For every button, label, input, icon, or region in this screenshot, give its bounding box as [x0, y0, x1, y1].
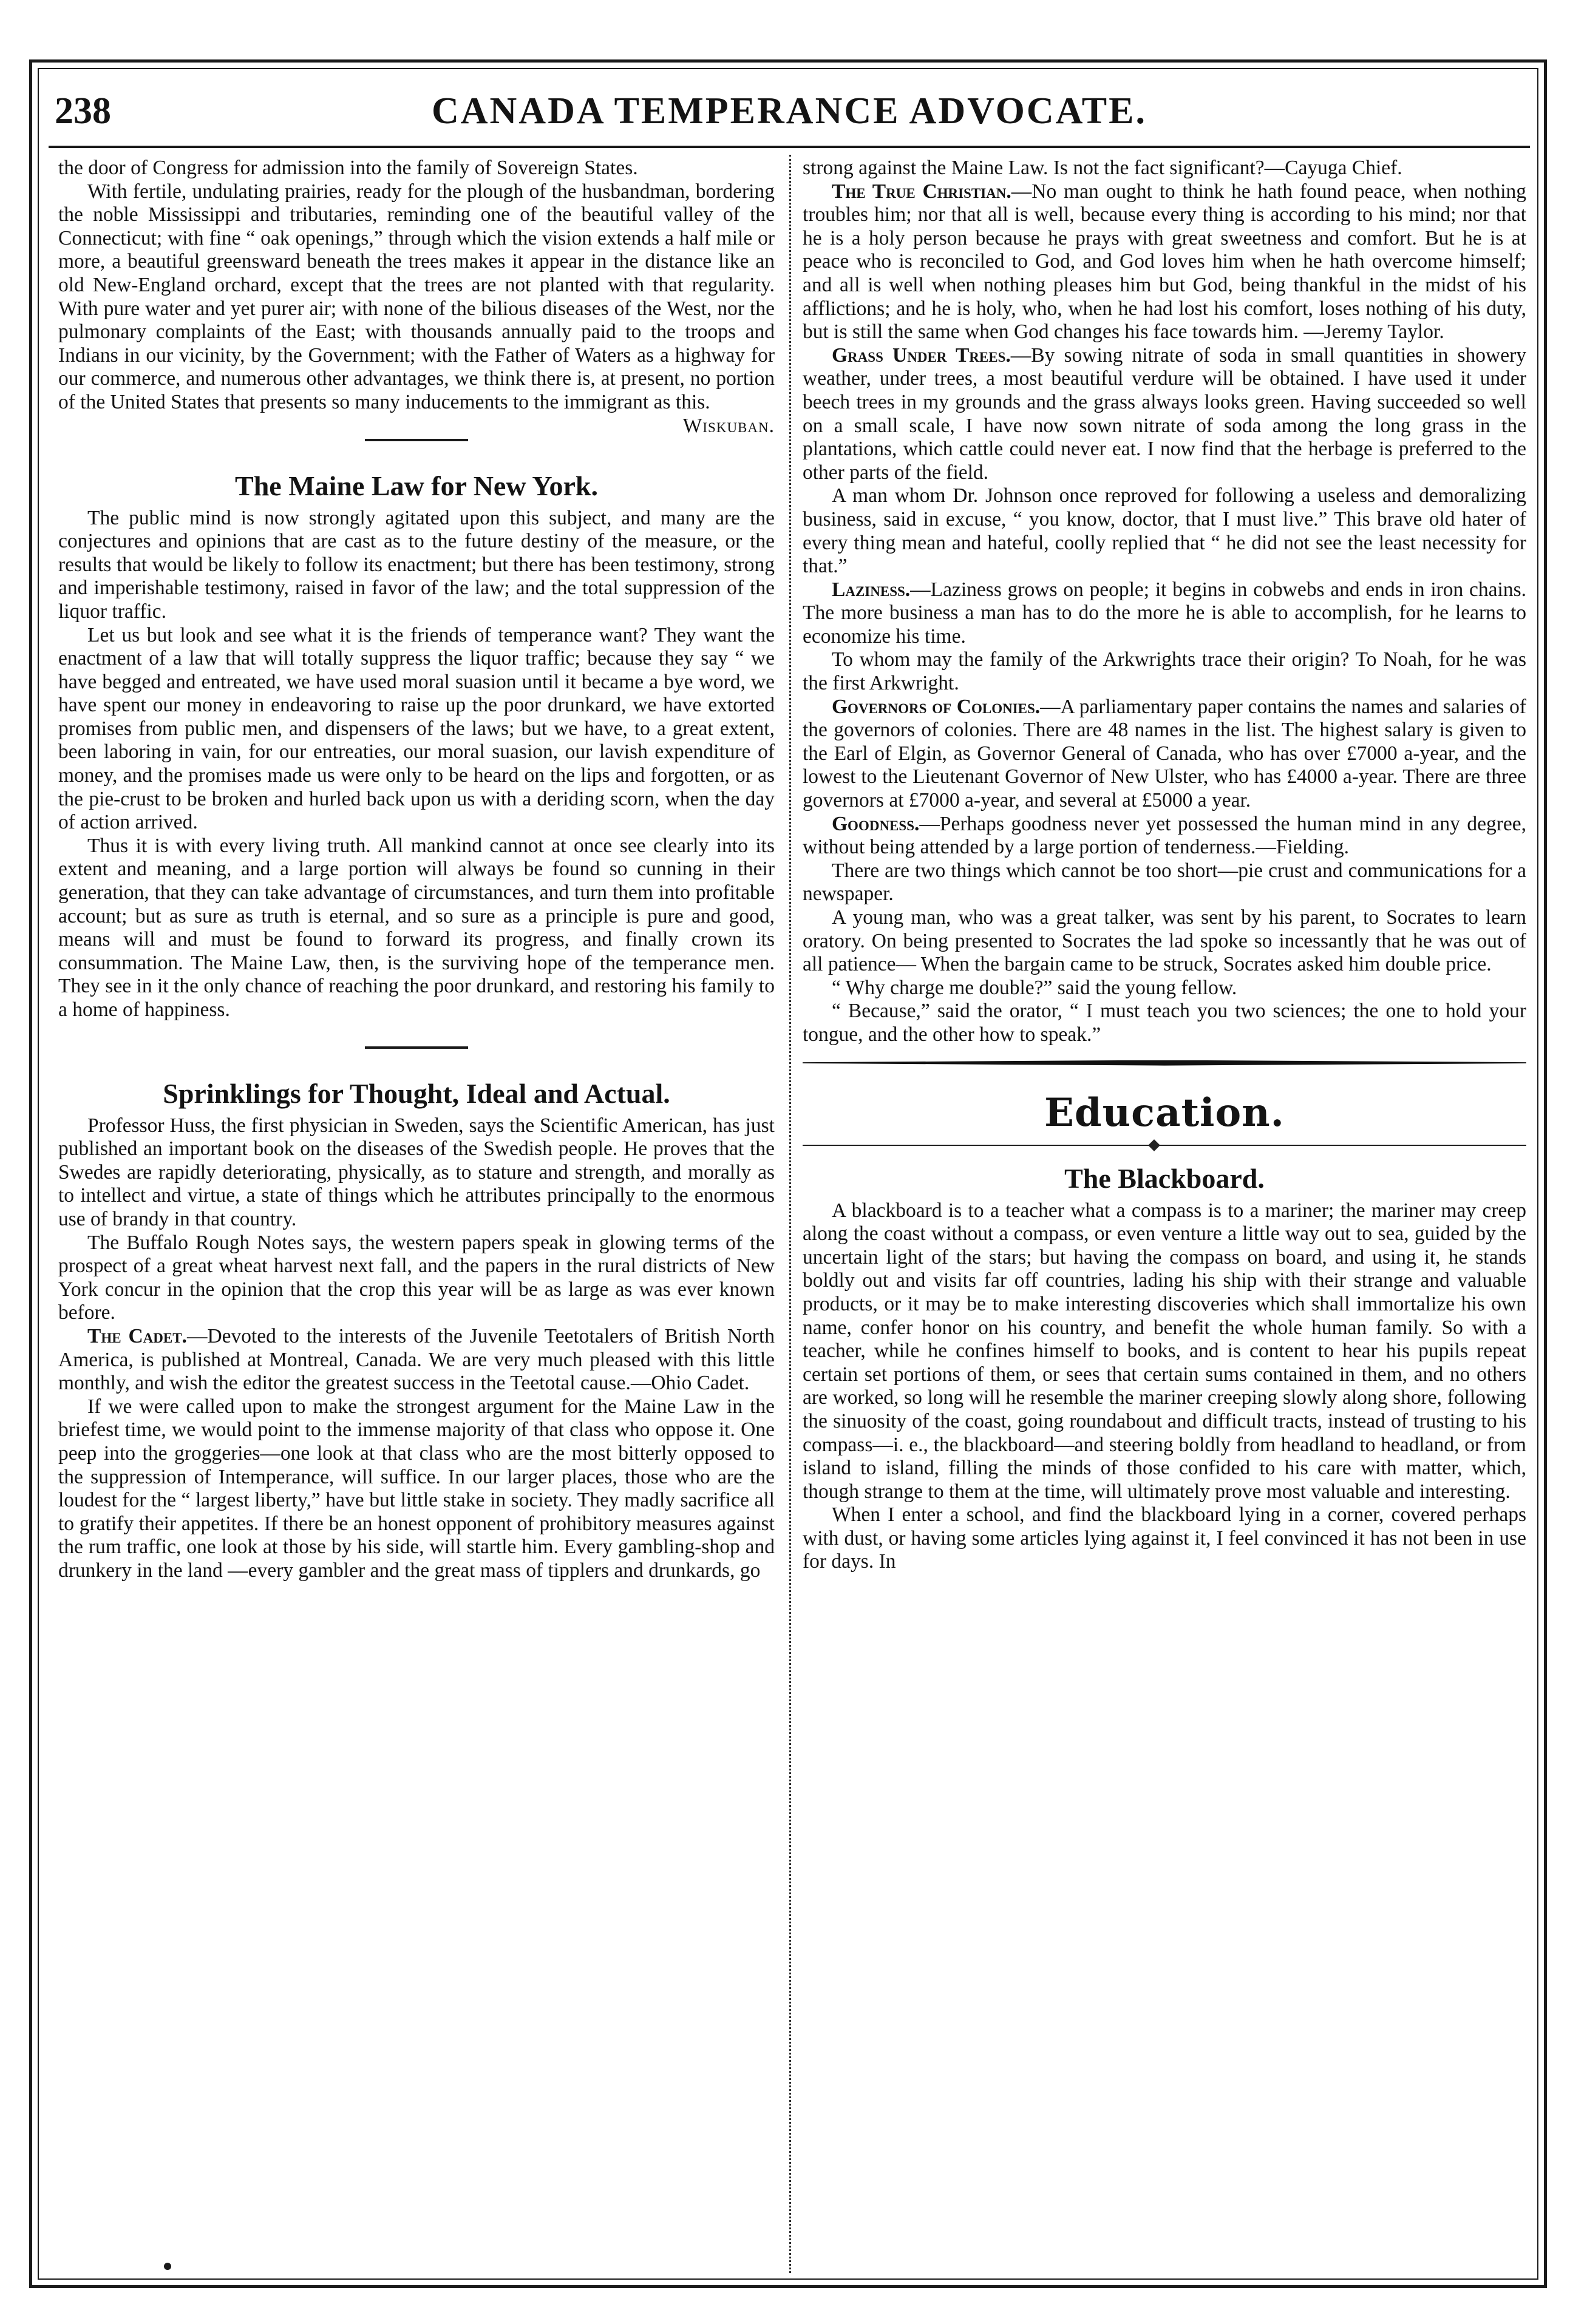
paragraph-text: —No man ought to think he hath found peace, when nothing troubles him; nor that all is well, because every thing is according to his mind; nor that he is a holy person because he prays with great sweetness and comfort. But he is at peace who is reconciled to God, and God loves him when he hath overcome himself; and all is well when nothing pleases him but God, being thankful in the midst of his afflictions; and he is holy, who, when he had lost his comfort, loses nothing of his duty, but is still the same when God changes his face towards him. —Jeremy Taylor. — [803, 180, 1526, 344]
article-paragraph — [803, 578, 1526, 649]
paragraph-lead: The True Christian. — [832, 180, 1011, 203]
article-continuation: strong against the Maine Law. Is not the fact significant?—Cayuga Chief. — [803, 157, 1402, 179]
running-title: CANADA TEMPERANCE ADVOCATE. — [431, 90, 1147, 132]
article-heading-maine-law: The Maine Law for New York. — [235, 470, 598, 501]
paragraph-text: —Devoted to the interests of the Juvenile Teetotalers of British North America, is published at Montreal, Canada. We are very much pleased with this little monthly, and wish the editor the greatest success in the Teetotal cause.—Ohio Cadet. — [58, 1324, 775, 1395]
article-paragraph: To whom may the family of the Arkwrights trace their origin? To Noah, for he was the first Arkwright. — [803, 648, 1526, 695]
author-signature: Wiskuban. — [682, 414, 775, 437]
paragraph-text: —Laziness grows on people; it begins in cobwebs and ends in iron chains. The more business a man has to do the more he is able to accomplish, for he learns to economize his time. — [803, 578, 1526, 648]
column-divider — [789, 155, 791, 2273]
paragraph-lead: Grass Under Trees. — [832, 344, 1011, 367]
article-paragraph: The public mind is now strongly agitated upon this subject, and many are the conjectures and opinions that are cast as to the future destiny of the measure, or the results that would be likely to follow its enactment; but there has been testimony, strong and imperishable testimony, raised in favor of the law; and the total suppression of the liquor traffic. — [58, 506, 775, 623]
article-paragraph: The Buffalo Rough Notes says, the western papers speak in glowing terms of the prospect of a great wheat harvest next fall, and the papers in the rural districts of New York concur in the opinion that the crop this year will be as large as was ever known before. — [58, 1231, 775, 1324]
paragraph-text: —By sowing nitrate of soda in small quantities in showery weather, under trees, a most beautiful verdure will be obtained. I have used it under beech trees in my grounds and the grass always looks green. Having succeeded so well on a small scale, I have now sown nitrate of soda among the long grass in the plantations, which cattle could never eat. I now find that the herbage is preferred to the other parts of the field. — [803, 344, 1526, 484]
paragraph-lead: Goodness. — [832, 812, 920, 835]
article-paragraph: “ Because,” said the orator, “ I must teach you two sciences; the one to hold your tongue, and the other how to speak.” — [803, 1000, 1526, 1046]
article-paragraph: A young man, who was a great talker, was sent by his parent, to Socrates to learn oratory. On being presented to Socrates the lad spoke so incessantly that he was out of all patience— When the bargain came to be struck, Socrates asked him double price. — [803, 906, 1526, 976]
page-number: 238 — [55, 90, 111, 132]
ornamental-rule — [803, 1145, 1526, 1146]
article-paragraph: Thus it is with every living truth. All mankind cannot at once see clearly into its extent and meaning, and a large portion will always be found so cunning in their generation, that they can take advantage of circumstances, and turn them into profitable account; but as sure as truth is eternal, and so sure as a principle is pure and good, means will and must be found to forward its progress, and finally crown its consummation. The Maine Law, then, is the surviving hope of the temperance men. They see in it the only chance of reaching the poor drunkard, and restoring his family to a home of happiness. — [58, 834, 775, 1021]
article-paragraph — [803, 344, 1526, 485]
article-heading-sprinklings: Sprinklings for Thought, Ideal and Actual. — [163, 1077, 670, 1109]
article-paragraph: There are two things which cannot be too short—pie crust and communications for a newspaper. — [803, 859, 1526, 906]
article-paragraph: When I enter a school, and find the blackboard lying in a corner, covered perhaps with dust, or having some articles lying against it, I feel convinced it has not been in use for days. In — [803, 1503, 1526, 1573]
separator-rule — [365, 439, 468, 441]
paragraph-text: With fertile, undulating prairies, ready for the plough of the husbandman, bordering the noble Mississippi and tributaries, reminding one of the beautiful valley of the Connecticut; with fine “ oak openings,” through which the vision extends a half mile or more, a beautiful greensward beneath the trees makes it appear in the distance like an old New-England orchard, except that the trees are not planted with that regularity. With pure water and yet purer air; with none of the bilious diseases of the West, nor the pulmonary complaints of the East; with thousands annually paid to the troops and Indians in our vicinity, by the Government; with the Father of Waters as a highway for our commerce, and numerous other advantages, we think there is, at present, no portion of the United States that presents so many inducements to the immigrant as this. — [58, 180, 775, 413]
paragraph-lead: Laziness. — [832, 578, 911, 601]
header-rule — [49, 146, 1530, 148]
article-paragraph: A blackboard is to a teacher what a compass is to a mariner; the mariner may creep along the coast without a compass, or even venture a little way out to sea, guided by the uncertain light of the stars; but having the compass on board, and using it, he stands boldly out and visits far off countries, lading his ship with their strange and valuable products, or it may be to make interesting discoveries which shall immortalize his own name, confer honor on his country, and benefit the whole human family. So with a teacher, while he confines himself to books, and is content to hear his pupils repeat certain set portions of them, or sees that certain sums contained in them, and no others are worked, so long will he resemble the mariner creeping slowly along shore, following the sinuosity of the coast, going roundabout and difficult tracts, instead of trusting to his compass—i. e., the blackboard—and steering boldly from headland to headland, or from island to island, filling the minds of those confided to his care with matter, which, though strange to them at the time, will ultimately prove most valuable and interesting. — [803, 1199, 1526, 1503]
ornament-dot — [164, 2263, 171, 2270]
paragraph-text: —Perhaps goodness never yet possessed the human mind in any degree, without being attended by a large portion of tenderness.—Fielding. — [803, 812, 1526, 859]
article-paragraph: Let us but look and see what it is the friends of temperance want? They want the enactment of a law that will totally suppress the liquor traffic; because they say “ we have begged and entreated, we have used moral suasion until it became a bye word, we have spent our money in endeavoring to raise up the poor drunkard, we have extorted promises from public men, and dispensers of the laws; but we have, to a great extent, been laboring in vain, for our entreaties, our moral suasion, our lavish expenditure of money, and the promises made us were only to be heard on the lips and forgotten, or as the pie-crust to be broken and hurled back upon us with a deriding scorn, when the day of action arrived. — [58, 623, 775, 834]
article-paragraph — [803, 813, 1526, 859]
section-rule — [803, 1060, 1526, 1066]
article-paragraph: “ Why charge me double?” said the young fellow. — [832, 976, 1237, 999]
paragraph-text: —A parliamentary paper contains the names and salaries of the governors of colonies. There are 48 names in the list. The highest salary is given to the Earl of Elgin, as Governor General of Canada, who has over £7000 a-year, and the lowest to the Lieutenant Governor of New Ulster, who has £4000 a-year. There are three governors at £7000 a-year, and several at £5000 a year. — [803, 695, 1526, 812]
section-title-education: Education. — [1044, 1089, 1285, 1136]
article-paragraph: Professor Huss, the first physician in Sweden, says the Scientific American, has just published an important book on the diseases of the Swedish people. He proves that the Swedes are rapidly deteriorating, physically, as to stature and strength, and morally as to intellect and virtue, a state of things which he attributes principally to the enormous use of brandy in that country. — [58, 1114, 775, 1230]
article-paragraph — [803, 180, 1526, 344]
article-paragraph: A man whom Dr. Johnson once reproved for following a useless and demoralizing business, said in excuse, “ you know, doctor, that I must live.” This brave old hater of every thing mean and hateful, coolly replied that “ he did not see the least necessity for that.” — [803, 484, 1526, 578]
article-paragraph — [58, 180, 775, 437]
article-heading-blackboard: The Blackboard. — [1064, 1162, 1265, 1194]
article-paragraph — [803, 696, 1526, 813]
article-paragraph — [58, 1325, 775, 1395]
separator-rule — [365, 1046, 468, 1049]
left-column — [58, 157, 775, 1582]
article-continuation: the door of Congress for admission into the family of Sovereign States. — [58, 157, 638, 179]
paragraph-lead: Governors of Colonies. — [832, 695, 1041, 718]
paragraph-lead: The Cadet. — [87, 1324, 187, 1347]
article-paragraph: If we were called upon to make the strongest argument for the Maine Law in the briefest time, we would point to the immense majority of that class who oppose it. One peep into the groggeries—one look at that class who are the most bitterly opposed to the suppression of Intemperance, will suffice. In our larger places, those who are the loudest for the “ largest liberty,” have but little stake in society. They madly sacrifice all to gratify their appetites. If there be an honest opponent of prohibitory measures against the rum traffic, one look at those by his side, will startle him. Every gambling-shop and drunkery in the land —every gambler and the great mass of tipplers and drunkards, go — [58, 1395, 775, 1582]
page-header — [49, 78, 1530, 144]
right-column — [803, 157, 1526, 1574]
